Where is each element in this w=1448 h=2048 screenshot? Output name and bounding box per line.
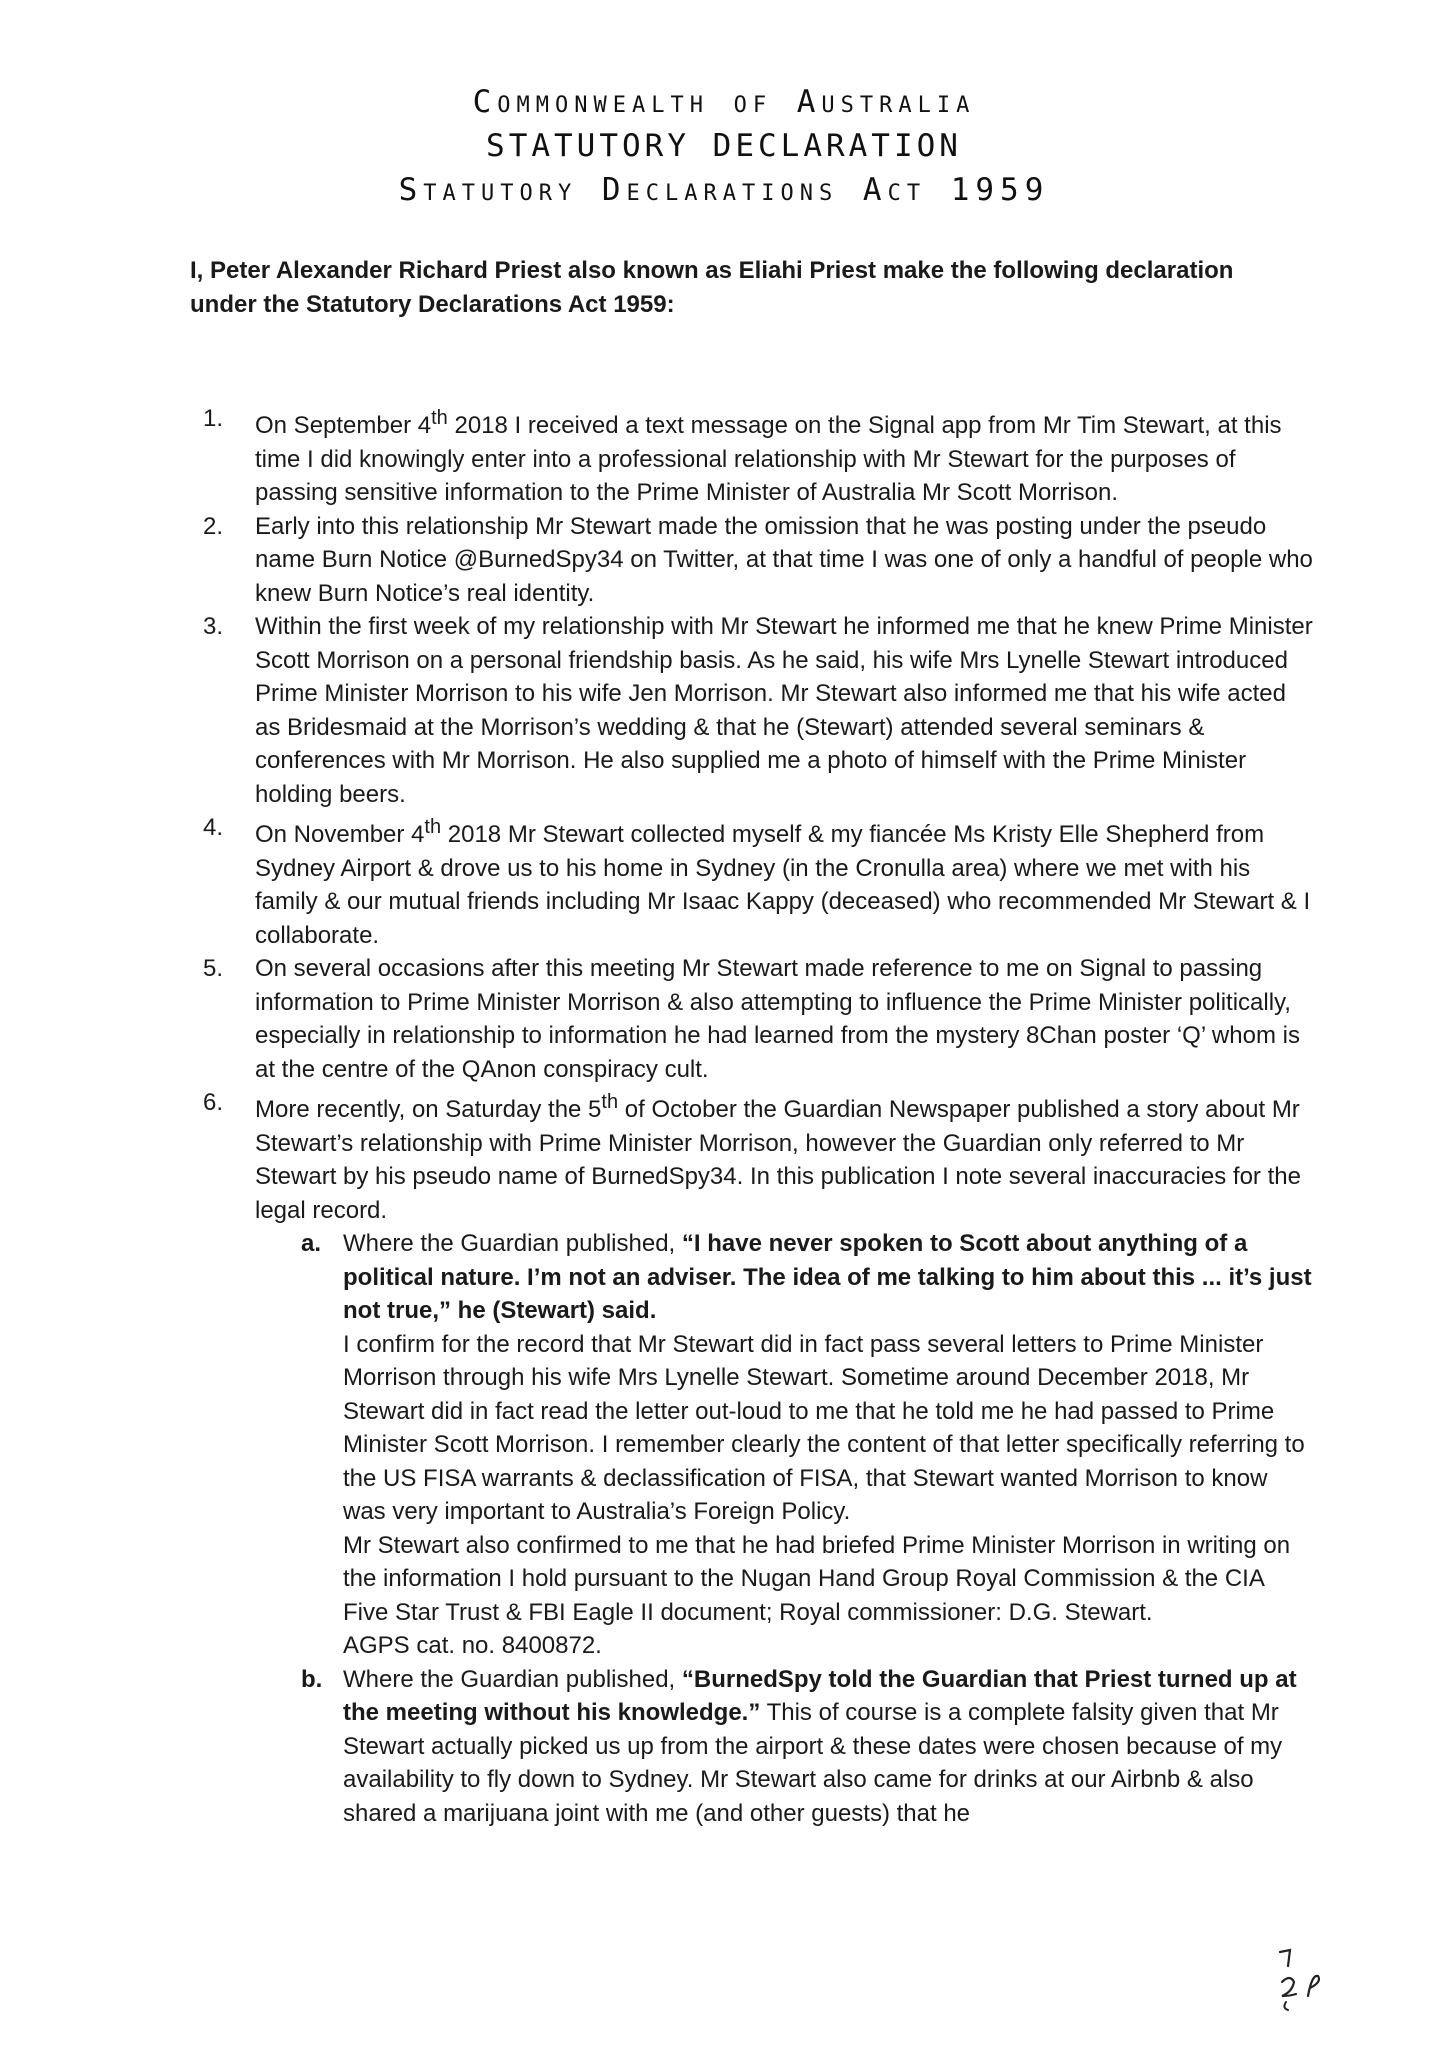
declaration-items: [203, 402, 1315, 1830]
sub-item-a: [301, 1227, 1315, 1663]
item-number: 3.: [203, 613, 224, 640]
item-number: 5.: [203, 955, 224, 982]
item-3: [203, 610, 1315, 811]
sub-items: [255, 1227, 1315, 1830]
header-act: Statutory Declarations Act 1959: [398, 172, 1050, 208]
item-number: 4.: [203, 814, 224, 841]
item-2: [203, 510, 1315, 611]
item-1: [203, 402, 1315, 510]
item-text-pre: More recently, on Saturday the 5: [255, 1096, 602, 1123]
guardian-quote: “I have never spoken to Scott about anything of a political nature. I’m not an adviser. The idea of me talking to him about this ... it’s just not true,” he (Stewart) said.: [343, 1230, 1312, 1324]
sub-item-text: This of course is a complete falsity given that Mr Stewart actually picked us up from the airport & these dates were chosen because of my availability to fly down to Sydney. Mr Stewart also came for drinks at our Airbnb & also shared a marijuana joint with me (and other guests) that he: [343, 1699, 1283, 1827]
item-6: [203, 1086, 1315, 1830]
item-text-pre: On November 4: [255, 821, 425, 848]
ordinal-sup: th: [424, 816, 442, 838]
item-text: On several occasions after this meeting Mr Stewart made reference to me on Signal to passing information to Prime Minister Morrison & also attempting to influence the Prime Minister politically, especially in relationship to information he had learned from the mystery 8Chan poster ‘Q’ whom is at the centre of the QAnon conspiracy cult.: [255, 955, 1300, 1083]
declaration-intro: I, Peter Alexander Richard Priest also known as Eliahi Priest make the following declaration under the Statutory Declarations Act 1959:: [190, 257, 1234, 318]
sub-item-b: [301, 1663, 1315, 1831]
item-4: [203, 811, 1315, 952]
item-number: 2.: [203, 512, 224, 540]
item-5: [203, 952, 1315, 1086]
item-text-pre: On September 4: [255, 412, 432, 439]
item-text-post: of October the Guardian Newspaper published a story about Mr Stewart’s relationship with Prime Minister Morrison, however the Guardian only referred to Mr Stewart by his pseudo name of BurnedSpy34. In this publication I note several inaccuracies for the legal record.: [255, 1096, 1301, 1224]
item-text: Early into this relationship Mr Stewart made the omission that he was posting under the pseudo name Burn Notice @BurnedSpy34 on Twitter, at that time I was one of only a handful of people who knew Burn Notice’s real identity.: [255, 512, 1313, 607]
document-header: [0, 80, 1448, 212]
sub-item-paragraph: I confirm for the record that Mr Stewart did in fact pass several letters to Prime Minister Morrison through his wife Mrs Lynelle Stewart. Sometime around December 2018, Mr Stewart did in fact read the letter out-loud to me that he told me he had passed to Prime Minister Scott Morrison. I remember clearly the content of that letter specifically referring to the US FISA warrants & declassification of FISA, that Stewart wanted Morrison to know was very important to Australia’s Foreign Policy.: [343, 1330, 1305, 1525]
initials-signature-icon: [1268, 1944, 1328, 2014]
header-statutory-declaration: STATUTORY DECLARATION: [486, 128, 962, 164]
ordinal-sup: th: [601, 1091, 619, 1113]
sub-item-lead: Where the Guardian published,: [343, 1230, 682, 1257]
item-text-post: 2018 Mr Stewart collected myself & my fiancée Ms Kristy Elle Shepherd from Sydney Airport & drove us to his home in Sydney (in the Cronulla area) where we met with his family & our mutual friends including Mr Isaac Kappy (deceased) who recommended Mr Stewart & I collaborate.: [255, 821, 1311, 949]
sub-item-lead: Where the Guardian published,: [343, 1665, 682, 1693]
ordinal-sup: th: [431, 407, 448, 429]
item-number: 6.: [203, 1089, 224, 1116]
sub-item-letter: b.: [301, 1665, 323, 1693]
item-number: 1.: [203, 405, 224, 432]
guardian-quote: “BurnedSpy told the Guardian that Priest turned up at the meeting without his knowledge.”: [343, 1665, 1297, 1726]
sub-item-paragraph: Mr Stewart also confirmed to me that he had briefed Prime Minister Morrison in writing on the information I hold pursuant to the Nugan Hand Group Royal Commission & the CIA Five Star Trust & FBI Eagle II document; Royal commissioner: D.G. Stewart.: [343, 1531, 1291, 1626]
item-text-post: 2018 I received a text message on the Signal app from Mr Tim Stewart, at this time I did knowingly enter into a professional relationship with Mr Stewart for the purposes of passing sensitive information to the Prime Minister of Australia Mr Scott Morrison.: [255, 412, 1282, 506]
sub-item-letter: a.: [301, 1230, 322, 1257]
item-text: Within the first week of my relationship with Mr Stewart he informed me that he knew Prime Minister Scott Morrison on a personal friendship basis. As he said, his wife Mrs Lynelle Stewart introduced Prime Minister Morrison to his wife Jen Morrison. Mr Stewart also informed me that his wife acted as Bridesmaid at the Morrison’s wedding & that he (Stewart) attended several seminars & conferences with Mr Morrison. He also supplied me a photo of himself with the Prime Minister holding beers.: [255, 613, 1313, 808]
catalogue-number: AGPS cat. no. 8400872.: [343, 1632, 602, 1659]
header-commonwealth: Commonwealth of Australia: [472, 84, 976, 120]
